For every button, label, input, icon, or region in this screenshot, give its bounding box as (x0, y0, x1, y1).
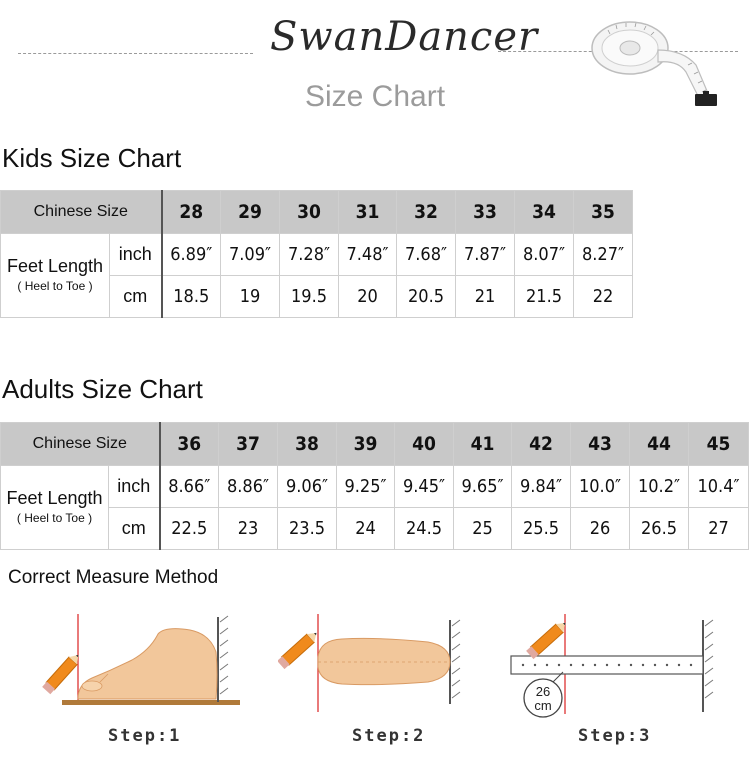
cm-cell: 26 (571, 508, 630, 550)
cm-cell: 21.5 (515, 276, 574, 318)
step3-illustration (505, 612, 720, 722)
inch-cell: 7.68″ (397, 234, 456, 276)
inch-cell: 8.86″ (219, 466, 278, 508)
adults-section-title: Adults Size Chart (2, 374, 203, 404)
cm-cell: 24.5 (395, 508, 454, 550)
cm-cell: 19.5 (280, 276, 339, 318)
inch-cell: 9.84″ (512, 466, 571, 508)
cm-cell: 24 (337, 508, 395, 550)
inch-cell: 9.45″ (395, 466, 454, 508)
cm-cell: 25 (454, 508, 512, 550)
inch-cell: 7.09″ (221, 234, 280, 276)
inch-cell: 9.06″ (278, 466, 337, 508)
kids-header-row (1, 191, 633, 234)
chinese-size-label: Chinese Size (1, 191, 162, 234)
cm-cell: 22.5 (160, 508, 219, 550)
size-header-cell: 44 (630, 423, 689, 466)
step1-illustration (40, 612, 250, 717)
kids-size-table (0, 190, 633, 318)
cm-cell: 22 (574, 276, 633, 318)
cm-unit-label: cm (109, 508, 160, 550)
size-header-cell: 45 (689, 423, 749, 466)
size-header-cell: 43 (571, 423, 630, 466)
kids-inch-row (1, 234, 633, 276)
cm-cell: 23.5 (278, 508, 337, 550)
cm-cell: 26.5 (630, 508, 689, 550)
measure-method-title: Correct Measure Method (8, 567, 219, 588)
adults-inch-row (1, 466, 749, 508)
size-header-cell: 32 (397, 191, 456, 234)
cm-cell: 19 (221, 276, 280, 318)
size-header-cell: 36 (160, 423, 219, 466)
feet-length-text: Feet Length (6, 487, 103, 508)
inch-cell: 8.07″ (515, 234, 574, 276)
size-header-cell: 30 (280, 191, 339, 234)
inch-cell: 7.28″ (280, 234, 339, 276)
ruler-reading: 26 (535, 684, 551, 699)
inch-cell: 8.66″ (160, 466, 219, 508)
size-header-cell: 35 (574, 191, 633, 234)
cm-cell: 23 (219, 508, 278, 550)
adults-cm-row (1, 508, 749, 550)
step2-illustration (278, 612, 468, 717)
size-header-cell: 34 (515, 191, 574, 234)
size-header-cell: 29 (221, 191, 280, 234)
heel-to-toe-note: ( Heel to Toe ) (17, 278, 93, 293)
cm-cell: 20 (339, 276, 397, 318)
step3-label: Step:3 (578, 726, 652, 746)
size-header-cell: 28 (162, 191, 221, 234)
cm-cell: 21 (456, 276, 515, 318)
ruler-unit: cm (534, 698, 552, 713)
brand-logo: SwanDancer (270, 14, 539, 60)
size-header-cell: 37 (219, 423, 278, 466)
feet-length-text: Feet Length (6, 255, 104, 276)
inch-cell: 8.27″ (574, 234, 633, 276)
header-divider-left (18, 53, 253, 54)
inch-cell: 7.87″ (456, 234, 515, 276)
inch-cell: 10.0″ (571, 466, 630, 508)
size-header-cell: 38 (278, 423, 337, 466)
size-header-cell: 40 (395, 423, 454, 466)
inch-cell: 10.4″ (689, 466, 749, 508)
inch-cell: 6.89″ (162, 234, 221, 276)
page-subtitle: Size Chart (304, 80, 446, 113)
inch-unit-label: inch (110, 234, 162, 276)
cm-cell: 25.5 (512, 508, 571, 550)
heel-to-toe-note: ( Heel to Toe ) (16, 510, 93, 525)
feet-length-label (1, 234, 110, 318)
inch-cell: 9.65″ (454, 466, 512, 508)
size-header-cell: 31 (339, 191, 397, 234)
cm-cell: 27 (689, 508, 749, 550)
step1-label: Step:1 (108, 726, 182, 746)
size-header-cell: 33 (456, 191, 515, 234)
inch-unit-label: inch (109, 466, 160, 508)
size-header-cell: 39 (337, 423, 395, 466)
kids-section-title: Kids Size Chart (2, 143, 182, 173)
cm-cell: 18.5 (162, 276, 221, 318)
cm-unit-label: cm (110, 276, 162, 318)
feet-length-label (1, 466, 109, 550)
adults-size-table (0, 422, 749, 550)
cm-cell: 20.5 (397, 276, 456, 318)
inch-cell: 7.48″ (339, 234, 397, 276)
step2-label: Step:2 (352, 726, 426, 746)
size-header-cell: 42 (512, 423, 571, 466)
inch-cell: 9.25″ (337, 466, 395, 508)
tape-measure-icon (588, 10, 738, 110)
adults-header-row (1, 423, 749, 466)
size-header-cell: 41 (454, 423, 512, 466)
inch-cell: 10.2″ (630, 466, 689, 508)
chinese-size-label: Chinese Size (1, 423, 160, 466)
